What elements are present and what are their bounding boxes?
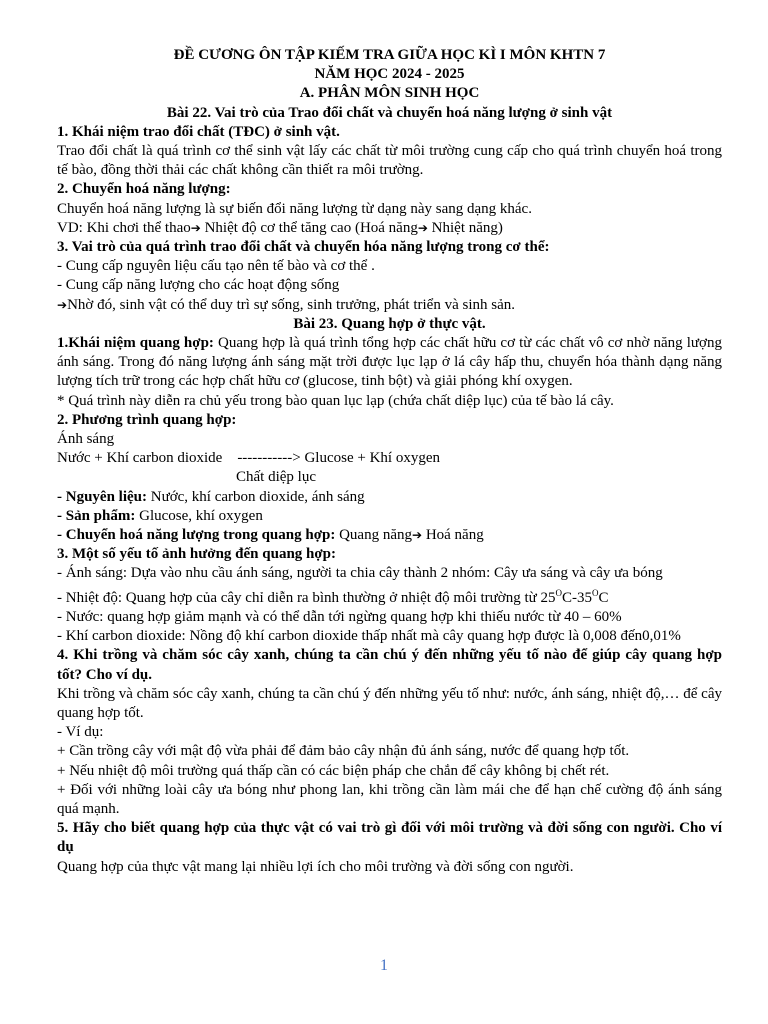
list-item: + Đối với những loài cây ưa bóng như phong lan, khi trồng cần làm mái che để hạn chế cường độ ánh sáng quá mạnh.: [57, 781, 722, 817]
list-item: - Cung cấp năng lượng cho các hoạt động sống: [57, 277, 340, 294]
heading: 2. Chuyển hoá năng lượng:: [57, 181, 231, 198]
paragraph: Quang hợp của thực vật mang lại nhiều lợi ích cho môi trường và đời sống con người.: [57, 858, 574, 875]
note: * Quá trình này diễn ra chủ yếu trong bào quan lục lạp (chứa chất diệp lục) của tế bào lá cây.: [57, 392, 614, 409]
section-title: A. PHÂN MÔN SINH HỌC: [299, 85, 480, 102]
doc-title: ĐỀ CƯƠNG ÔN TẬP KIẾM TRA GIỮA HỌC KÌ I MÔN KHTN 7: [173, 47, 606, 63]
list-item: - Nguyên liệu: Nước, khí carbon dioxide, ánh sáng: [57, 488, 365, 505]
list-item: - Ví dụ:: [57, 724, 104, 741]
paragraph: Trao đổi chất là quá trình cơ thể sinh vật lấy các chất từ môi trường cung cấp cho quá trình chuyển hoá trong tế bào, đồng thời thải các chất không cần thiết ra môi trường.: [57, 143, 722, 179]
equation-bottom: Chất diệp lục: [236, 469, 316, 486]
right-arrow-icon: ➔: [412, 528, 423, 543]
list-item: - Sản phẩm: Glucose, khí oxygen: [57, 507, 263, 524]
list-item: + Cần trồng cây với mật độ vừa phải để đảm bảo cây nhận đủ ánh sáng, nước để quang hợp tốt.: [57, 743, 630, 760]
equation-top: Ánh sáng: [57, 431, 115, 448]
paragraph: Khi trồng và chăm sóc cây xanh, chúng ta cần chú ý đến những yếu tố như: nước, ánh sáng, nhiệt độ,… để cây quang hợp tốt.: [57, 685, 722, 721]
list-item: + Nếu nhiệt độ môi trường quá thấp cần có các biện pháp che chắn để cây không bị chết rét.: [57, 762, 610, 779]
right-arrow-icon: ➔: [417, 220, 428, 235]
page-number: 1: [380, 957, 388, 974]
paragraph: 1.Khái niệm quang hợp: Quang hợp là quá trình tổng hợp các chất hữu cơ từ các chất vô cơ nhờ năng lượng ánh sáng. Trong đó năng lượng ánh sáng mặt trời được lục lạp ở lá cây hấp thu, chuyển hóa thành dạng năng lượng tích trữ trong các hợp chất hữu cơ (glucose, tinh bột) và giải phóng khí oxygen.: [57, 335, 722, 390]
heading: 1. Khái niệm trao đổi chất (TĐC) ở sinh vật.: [57, 123, 340, 140]
lesson-23-title: Bài 23. Quang hợp ở thực vật.: [293, 315, 486, 332]
heading: 3. Một số yếu tố ảnh hưởng đến quang hợp:: [57, 546, 337, 563]
list-item: - Nước: quang hợp giảm mạnh và có thể dẫn tới ngừng quang hợp khi thiếu nước từ 40 – 60%: [57, 608, 622, 625]
paragraph: Chuyển hoá năng lượng là sự biến đổi năng lượng từ dạng này sang dạng khác.: [57, 200, 532, 217]
list-item: - Chuyển hoá năng lượng trong quang hợp: Quang năng➔ Hoá năng: [57, 527, 484, 544]
list-item: ➔Nhờ đó, sinh vật có thể duy trì sự sống, sinh trưởng, phát triển và sinh sản.: [57, 296, 515, 313]
list-item: - Ánh sáng: Dựa vào nhu cầu ánh sáng, người ta chia cây thành 2 nhóm: Cây ưa sáng và cây ưa bóng: [57, 565, 663, 582]
heading: 2. Phương trình quang hợp:: [57, 411, 237, 428]
right-arrow-icon: ➔: [190, 220, 201, 235]
equation-main: Nước + Khí carbon dioxide -----------> Glucose + Khí oxygen: [57, 450, 440, 467]
right-arrow-icon: ➔: [57, 297, 68, 312]
list-item: - Nhiệt độ: Quang hợp của cây chỉ diễn ra bình thường ở nhiệt độ môi trường từ $25^OC-35^OC$: [57, 587, 609, 606]
heading: 3. Vai trò của quá trình trao đổi chất và chuyển hóa năng lượng trong cơ thể:: [57, 239, 550, 256]
heading: 4. Khi trồng và chăm sóc cây xanh, chúng ta cần chú ý đến những yếu tố nào để giúp cây quang hợp tốt? Cho ví dụ.: [57, 647, 722, 683]
heading: 5. Hãy cho biết quang hợp của thực vật có vai trò gì đối với môi trường và đời sống con người. Cho ví dụ: [57, 820, 722, 856]
document-page: [57, 46, 722, 877]
lesson-22-title: Bài 22. Vai trò của Trao đổi chất và chuyển hoá năng lượng ở sinh vật: [166, 104, 613, 121]
school-year: NĂM HỌC 2024 - 2025: [314, 66, 465, 83]
list-item: - Cung cấp nguyên liệu cấu tạo nên tế bào và cơ thể .: [57, 258, 375, 275]
example-line: VD: Khi chơi thể thao➔ Nhiệt độ cơ thể tăng cao (Hoá năng➔ Nhiệt năng): [57, 219, 503, 236]
list-item: - Khí carbon dioxide: Nồng độ khí carbon dioxide thấp nhất mà cây quang hợp được là 0,008 đến0,01%: [57, 628, 681, 645]
